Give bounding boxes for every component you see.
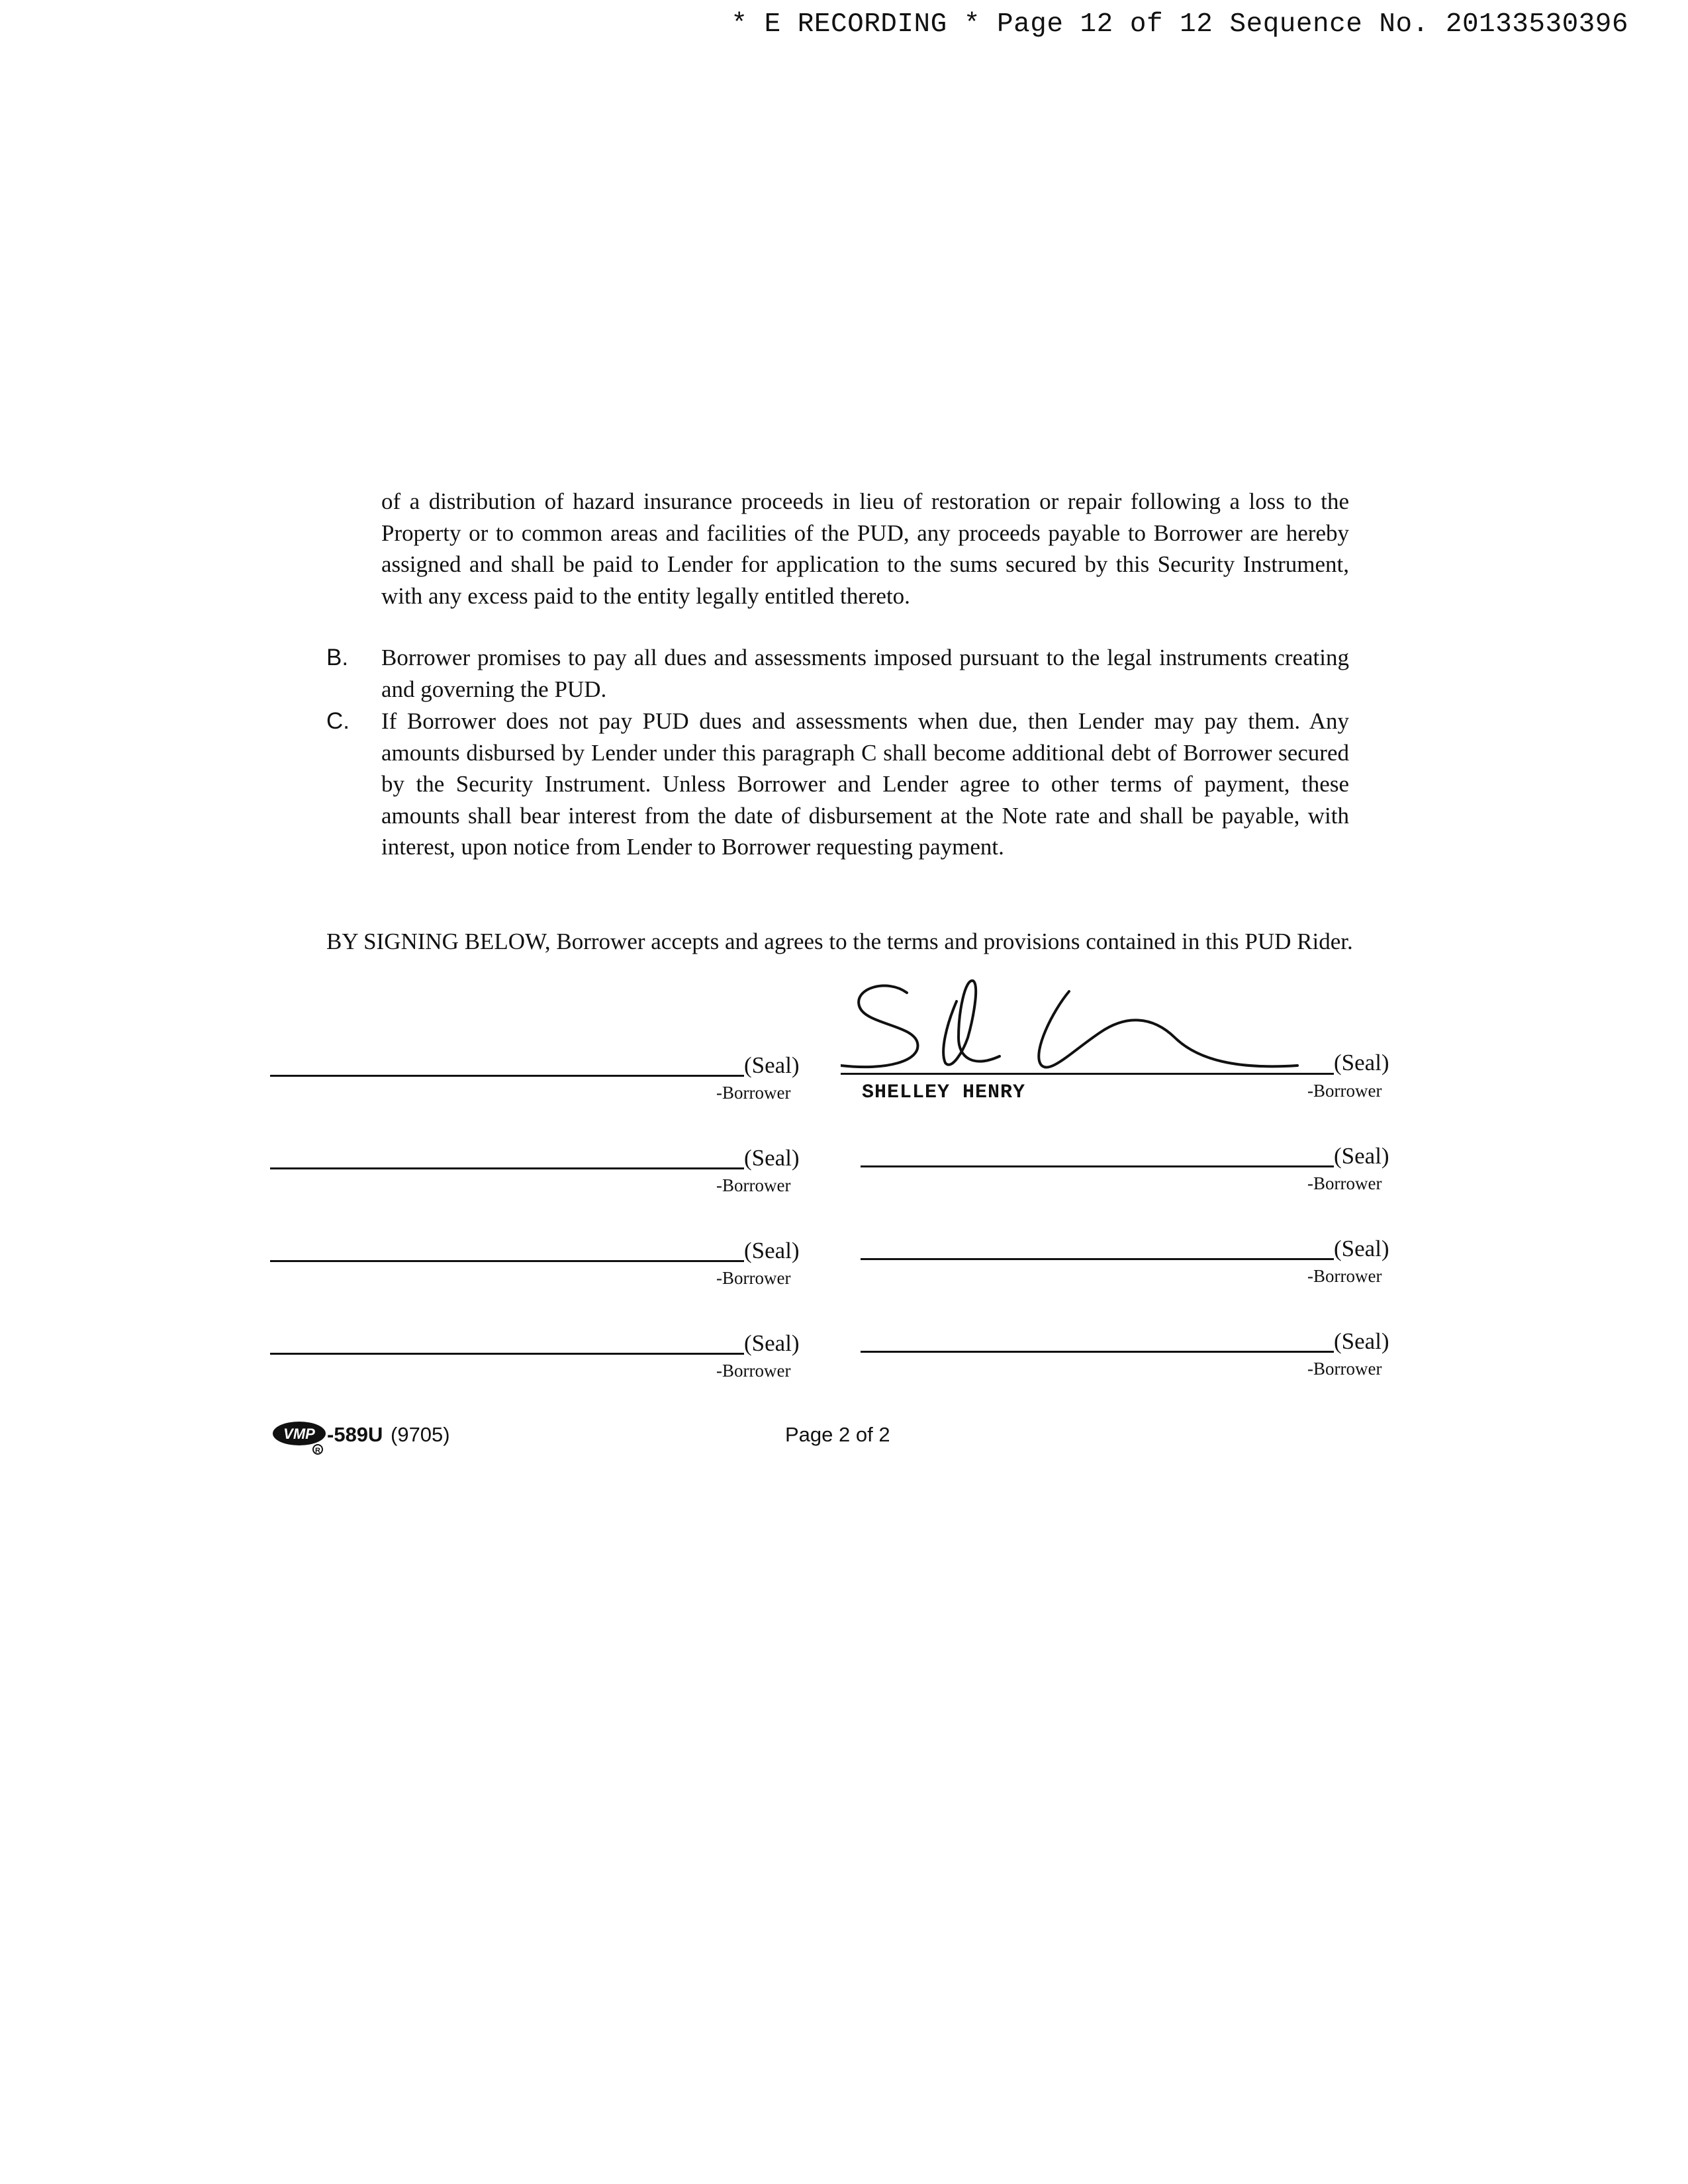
seal-label-left-2: (Seal) <box>744 1145 800 1171</box>
signature-line-left-2[interactable] <box>270 1167 744 1169</box>
page-number: Page 2 of 2 <box>785 1423 890 1446</box>
item-c-text: If Borrower does not pay PUD dues and assessments when due, then Lender may pay them. Any amounts disbursed by Lender under this paragraph C shall become additional debt of Borrower secured by the Security Instrument. Unless Borrower and Lender agree to other terms of payment, these amounts shall bear interest from the date of disbursement at the Note rate and shall be payable, with interest, upon notice from Lender to Borrower requesting payment. <box>381 708 1349 860</box>
signature-line-right-4[interactable] <box>861 1351 1334 1353</box>
signature-line-right-2[interactable] <box>861 1165 1334 1167</box>
signature-line-left-3[interactable] <box>270 1260 744 1262</box>
borrower-label-right-4: -Borrower <box>1307 1359 1382 1379</box>
vmp-logo-icon <box>271 1419 331 1455</box>
seal-label-right-2: (Seal) <box>1334 1143 1389 1169</box>
signer-name: SHELLEY HENRY <box>862 1081 1026 1104</box>
borrower-label-left-2: -Borrower <box>716 1175 791 1195</box>
borrower-label-left-3: -Borrower <box>716 1268 791 1288</box>
svg-text:R: R <box>315 1447 320 1455</box>
borrower-label-right-2: -Borrower <box>1307 1173 1382 1193</box>
item-b-letter: B. <box>326 645 349 670</box>
recording-header: * E RECORDING * Page 12 of 12 Sequence No. 20133530396 <box>731 9 1628 40</box>
item-c-letter: C. <box>326 708 350 734</box>
signature-line-right-1[interactable] <box>841 1073 1334 1075</box>
item-b-text: Borrower promises to pay all dues and assessments imposed pursuant to the legal instruments creating and governing the PUD. <box>381 645 1349 702</box>
form-number: -589U <box>327 1423 383 1446</box>
signature-line-left-1[interactable] <box>270 1075 744 1077</box>
seal-label-left-3: (Seal) <box>744 1238 800 1263</box>
seal-label-right-3: (Seal) <box>1334 1236 1389 1261</box>
signature-image <box>841 972 1317 1084</box>
signature-line-left-4[interactable] <box>270 1353 744 1355</box>
continuation-paragraph: of a distribution of hazard insurance proceeds in lieu of restoration or repair following a loss to the Property or to common areas and facilities of the PUD, any proceeds payable to Borrower are hereby assigned and shall be paid to Lender for application to the sums secured by this Security Instrument, with any excess paid to the entity legally entitled thereto. <box>381 488 1349 609</box>
svg-text:VMP: VMP <box>283 1426 315 1442</box>
borrower-label-right-3: -Borrower <box>1307 1266 1382 1286</box>
seal-label-right-4: (Seal) <box>1334 1328 1389 1354</box>
borrower-label-left-1: -Borrower <box>716 1083 791 1103</box>
seal-label-left-1: (Seal) <box>744 1052 800 1078</box>
seal-label-right-1: (Seal) <box>1334 1050 1389 1075</box>
signature-line-right-3[interactable] <box>861 1258 1334 1260</box>
borrower-label-right-1: -Borrower <box>1307 1081 1382 1101</box>
agreement-paragraph: BY SIGNING BELOW, Borrower accepts and agrees to the terms and provisions contained in this PUD Rider. <box>326 929 1353 954</box>
form-date: (9705) <box>391 1423 450 1446</box>
borrower-label-left-4: -Borrower <box>716 1361 791 1381</box>
seal-label-left-4: (Seal) <box>744 1330 800 1356</box>
